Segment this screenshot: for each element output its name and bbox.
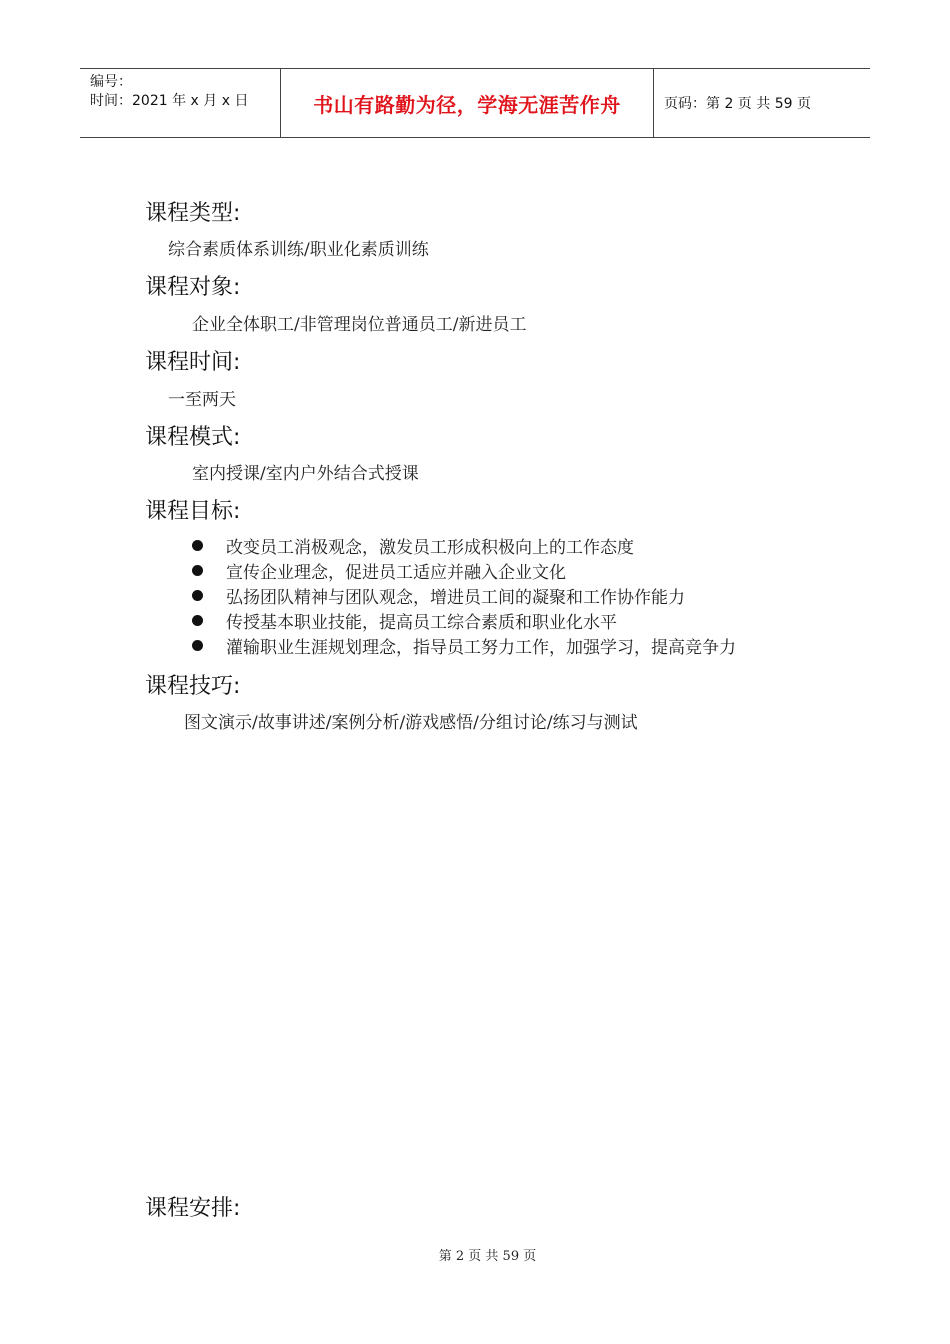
list-item: 宣传企业理念，促进员工适应并融入企业文化	[192, 558, 736, 583]
course-audience-text: 企业全体职工/非管理岗位普通员工/新进员工	[192, 315, 527, 335]
bullet-icon	[192, 565, 203, 576]
page-header	[80, 68, 870, 138]
header-page-number: 页码：第 2 页 共 59 页	[664, 96, 811, 112]
header-meta	[80, 69, 281, 137]
list-item: 传授基本职业技能，提高员工综合素质和职业化水平	[192, 608, 736, 633]
course-schedule-heading: 课程安排:	[145, 1196, 241, 1221]
course-type-text: 综合素质体系训练/职业化素质训练	[168, 240, 429, 260]
course-type-heading: 课程类型:	[145, 201, 241, 226]
page-footer: 第 2 页 共 59 页	[438, 1249, 537, 1264]
list-item: 改变员工消极观念，激发员工形成积极向上的工作态度	[192, 533, 736, 558]
course-duration-heading: 课程时间:	[145, 350, 241, 375]
document-number-label: 编号：	[90, 74, 132, 90]
document-date: 时间：2021 年 x 月 x 日	[90, 93, 249, 109]
course-goals-heading: 课程目标:	[145, 499, 241, 524]
course-skills-heading: 课程技巧:	[145, 674, 241, 699]
list-item: 灌输职业生涯规划理念，指导员工努力工作，加强学习，提高竞争力	[192, 633, 736, 658]
course-goals-list	[192, 533, 736, 658]
bullet-icon	[192, 615, 203, 626]
course-mode-text: 室内授课/室内户外结合式授课	[192, 464, 419, 484]
course-audience-heading: 课程对象:	[145, 275, 241, 300]
header-motto: 书山有路勤为径，学海无涯苦作舟	[281, 69, 654, 137]
course-skills-text: 图文演示/故事讲述/案例分析/游戏感悟/分组讨论/练习与测试	[184, 713, 638, 733]
course-duration-text: 一至两天	[168, 390, 236, 410]
list-item: 弘扬团队精神与团队观念，增进员工间的凝聚和工作协作能力	[192, 583, 736, 608]
course-mode-heading: 课程模式:	[145, 425, 241, 450]
bullet-icon	[192, 640, 203, 651]
bullet-icon	[192, 590, 203, 601]
bullet-icon	[192, 540, 203, 551]
